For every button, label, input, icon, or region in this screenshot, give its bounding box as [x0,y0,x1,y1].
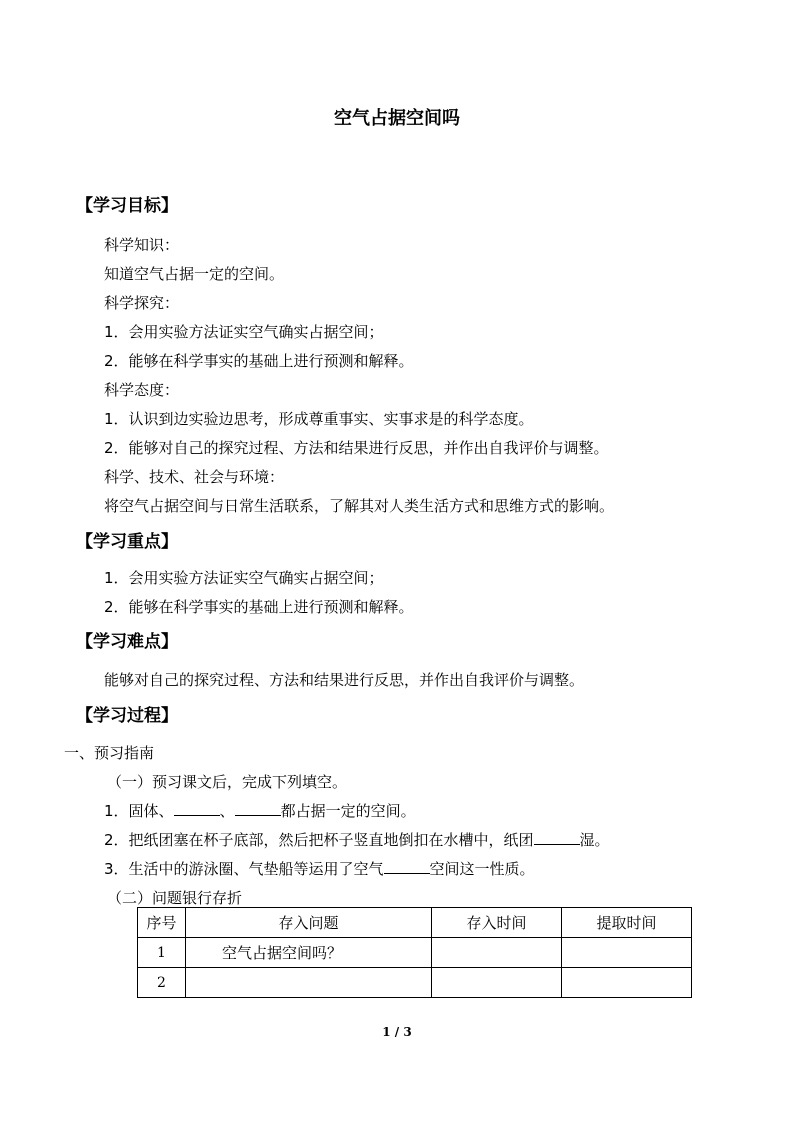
goal-sts-label: 科学、技术、社会与环境： [104,468,285,486]
header-deposit-time: 存入时间 [432,908,562,938]
question-1-part-a: 1．固体、 [104,802,174,820]
goal-attitude-item-1: 1．认识到边实验边思考，形成尊重事实、实事求是的科学态度。 [104,410,534,428]
goal-inquiry-item-1: 1．会用实验方法证实空气确实占据空间； [104,323,384,341]
goal-inquiry-item-2: 2．能够在科学事实的基础上进行预测和解释。 [104,352,414,370]
section-heading-goals: 【学习目标】 [76,196,178,216]
focus-item-2: 2．能够在科学事实的基础上进行预测和解释。 [104,598,414,616]
question-3-part-b: 空间这一性质。 [429,860,535,878]
part1-heading: （一）预习课文后，完成下列填空。 [107,773,348,791]
question-2-part-b: 湿。 [579,831,610,849]
goal-attitude-item-2: 2．能够对自己的探究过程、方法和结果进行反思，并作出自我评价与调整。 [104,439,609,457]
goal-knowledge-label: 科学知识： [104,236,180,254]
row-withdraw-time[interactable] [562,968,692,998]
preview-heading: 一、预习指南 [64,744,155,762]
goal-attitude-label: 科学态度： [104,381,180,399]
question-2 [104,829,610,850]
row-index: 1 [138,938,186,968]
section-heading-focus: 【学习重点】 [76,532,178,552]
question-bank-table [137,907,692,998]
page-number: 1 / 3 [382,1025,412,1039]
row-question: 空气占据空间吗？ [186,938,432,968]
table-row [138,968,692,998]
difficulty-text: 能够对自己的探究过程、方法和结果进行反思，并作出自我评价与调整。 [104,671,585,689]
blank-4[interactable] [384,859,430,874]
document-title: 空气占据空间吗 [334,108,460,129]
blank-3[interactable] [534,830,580,845]
question-1-part-b: 、 [219,802,235,820]
header-question: 存入问题 [186,908,432,938]
question-1-part-c: 都占据一定的空间。 [280,802,416,820]
table-row [138,938,692,968]
goal-sts-text: 将空气占据空间与日常生活联系，了解其对人类生活方式和思维方式的影响。 [104,497,615,515]
part2-heading: （二）问题银行存折 [107,889,243,907]
table-header-row [138,908,692,938]
section-heading-process: 【学习过程】 [76,706,178,726]
row-withdraw-time[interactable] [562,938,692,968]
question-3 [104,858,535,879]
header-index: 序号 [138,908,186,938]
row-deposit-time[interactable] [432,968,562,998]
question-2-part-a: 2．把纸团塞在杯子底部，然后把杯子竖直地倒扣在水槽中，纸团 [104,831,534,849]
goal-knowledge-text: 知道空气占据一定的空间。 [104,265,285,283]
section-heading-difficulty: 【学习难点】 [76,632,178,652]
row-question[interactable] [186,968,432,998]
header-withdraw-time: 提取时间 [562,908,692,938]
blank-1[interactable] [174,801,220,816]
question-1 [104,800,416,821]
row-index: 2 [138,968,186,998]
blank-2[interactable] [235,801,281,816]
question-3-part-a: 3．生活中的游泳圈、气垫船等运用了空气 [104,860,384,878]
focus-item-1: 1．会用实验方法证实空气确实占据空间； [104,569,384,587]
row-deposit-time[interactable] [432,938,562,968]
goal-inquiry-label: 科学探究： [104,294,180,312]
